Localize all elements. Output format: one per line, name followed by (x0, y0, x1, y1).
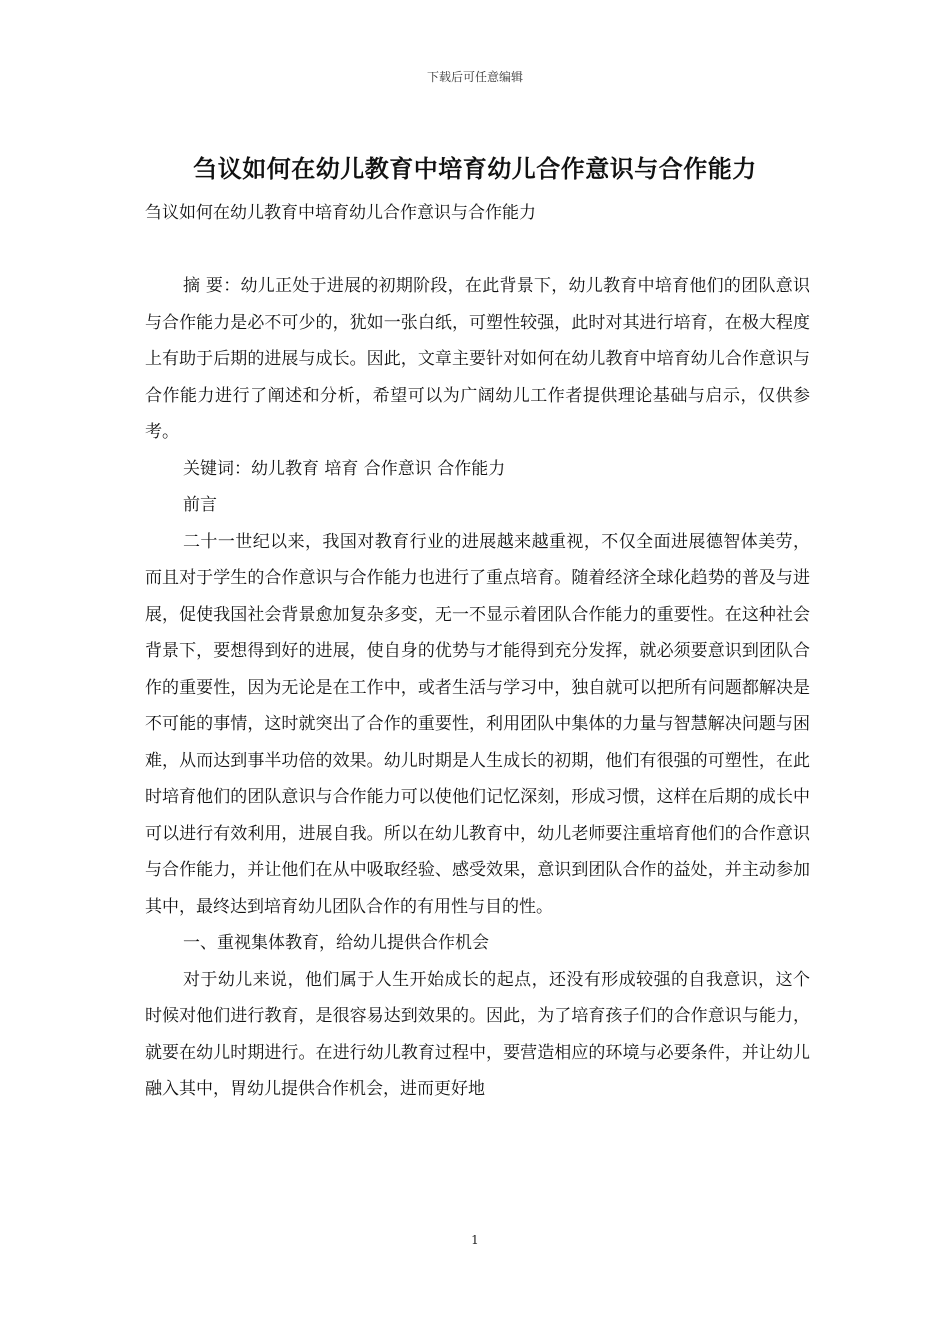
preface-paragraph: 二十一世纪以来，我国对教育行业的进展越来越重视，不仅全面进展德智体美劳，而且对于学生的合作意识与合作能力也进行了重点培育。随着经济全球化趋势的普及与进展，促使我国社会背景愈加复杂多变，无一不显示着团队合作能力的重要性。在这种社会背景下，要想得到好的进展，使自身的优势与才能得到充分发挥，就必须要意识到团队合作的重要性，因为无论是在工作中，或者生活与学习中，独自就可以把所有问题都解决是不可能的事情，这时就突出了合作的重要性，利用团队中集体的力量与智慧解决问题与困难，从而达到事半功倍的效果。幼儿时期是人生成长的初期，他们有很强的可塑性，在此时培育他们的团队意识与合作能力可以使他们记忆深刻，形成习惯，这样在后期的成长中可以进行有效利用，进展自我。所以在幼儿教育中，幼儿老师要注重培育他们的合作意识与合作能力，并让他们在从中吸取经验、感受效果，意识到团队合作的益处，并主动参加其中，最终达到培育幼儿团队合作的有用性与目的性。 (145, 531, 810, 917)
section1-paragraph: 对于幼儿来说，他们属于人生开始成长的起点，还没有形成较强的自我意识，这个时候对他们进行教育，是很容易达到效果的。因此，为了培育孩子们的合作意识与能力，就要在幼儿时期进行。在进行幼儿教育过程中，要营造相应的环境与必要条件，并让幼儿融入其中，胃幼儿提供合作机会，进而更好地 (145, 969, 810, 1099)
document-subtitle: 刍议如何在幼儿教育中培育幼儿合作意识与合作能力 (145, 203, 536, 223)
abstract-paragraph: 摘 要：幼儿正处于进展的初期阶段，在此背景下，幼儿教育中培育他们的团队意识与合作能力是必不可少的，犹如一张白纸，可塑性较强，此时对其进行培育，在极大程度上有助于后期的进展与成长。因此，文章主要针对如何在幼儿教育中培育幼儿合作意识与合作能力进行了阐述和分析，希望可以为广阔幼儿工作者提供理论基础与启示，仅供参考。 (145, 276, 810, 442)
preface-heading: 前言 (183, 495, 217, 515)
document-body (145, 268, 810, 1108)
keywords-line: 关键词：幼儿教育 培育 合作意识 合作能力 (183, 458, 506, 479)
page-number: 1 (471, 1233, 479, 1247)
header-note: 下载后可任意编辑 (426, 70, 523, 84)
section1-heading: 一、重视集体教育，给幼儿提供合作机会 (183, 933, 489, 953)
document-title: 刍议如何在幼儿教育中培育幼儿合作意识与合作能力 (193, 154, 757, 183)
